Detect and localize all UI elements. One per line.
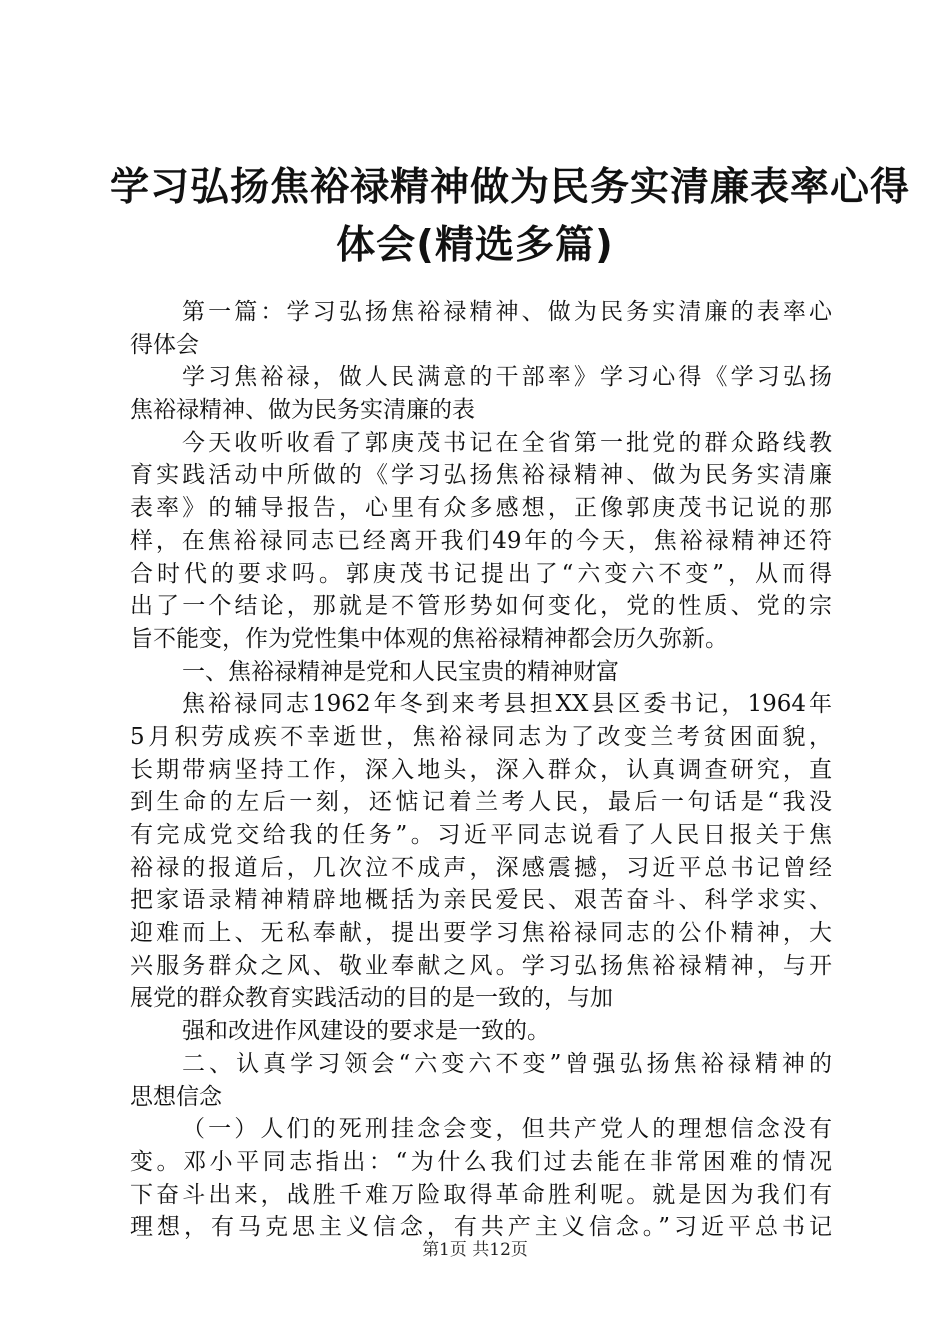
body-line: 第一篇：学习弘扬焦裕禄精神、做为民务实清廉的表率心	[182, 299, 832, 325]
body-line: 把家语录精神精辟地概括为亲民爱民、艰苦奋斗、科学求实、	[130, 887, 832, 914]
body-line: 出了一个结论，那就是不管形势如何变化，党的性质、党的宗	[130, 593, 832, 620]
body-line: 兴服务群众之风、敬业奉献之风。学习弘扬焦裕禄精神，与开	[130, 952, 832, 979]
body-line: 一、焦裕禄精神是党和人民宝贵的精神财富	[182, 658, 619, 685]
body-line: 合时代的要求吗。郭庚茂书记提出了“六变六不变”，从而得	[130, 560, 832, 587]
document-body	[130, 296, 832, 1244]
body-line: 焦裕禄同志1962年冬到来考县担XX县区委书记，1964年	[182, 691, 832, 718]
body-line: 下奋斗出来，战胜千难万险取得革命胜利呢。就是因为我们有	[130, 1181, 832, 1208]
page-footer: 第1页 共12页	[422, 1240, 528, 1260]
body-line: 5月积劳成疾不幸逝世，焦裕禄同志为了改变兰考贫困面貌，	[130, 723, 832, 750]
body-line: 有完成党交给我的任务”。习近平同志说看了人民日报关于焦	[130, 822, 832, 848]
body-line: 学习焦裕禄，做人民满意的干部率》学习心得《学习弘扬	[182, 364, 832, 391]
body-line: 思想信念	[130, 1083, 222, 1110]
body-line: 理想，有马克思主义信念，有共产主义信念。”习近平总书记	[130, 1214, 832, 1241]
body-line: 表率》的辅导报告，心里有众多感想，正像郭庚茂书记说的那	[130, 495, 832, 522]
body-line: 到生命的左后一刻，还惦记着兰考人民，最后一句话是“我没	[130, 789, 832, 816]
body-line: 焦裕禄精神、做为民务实清廉的表	[130, 397, 475, 424]
body-line: 变。邓小平同志指出：“为什么我们过去能在非常困难的情况	[130, 1148, 832, 1175]
body-line: 样，在焦裕禄同志已经离开我们49年的今天，焦裕禄精神还符	[130, 527, 832, 554]
body-line: 展党的群众教育实践活动的目的是一致的，与加	[130, 985, 613, 1012]
body-line: 裕禄的报道后，几次泣不成声，深感震撼，习近平总书记曾经	[130, 854, 832, 881]
body-line: 强和改进作风建设的要求是一致的。	[182, 1018, 550, 1045]
document-title-line-1: 学习弘扬焦裕禄精神做为民务实清廉表率心得	[110, 165, 911, 210]
body-line: 二、认真学习领会“六变六不变”曾强弘扬焦裕禄精神的	[182, 1050, 832, 1077]
body-line: 旨不能变，作为党性集中体观的焦裕禄精神都会历久弥新。	[130, 625, 728, 652]
body-line: 长期带病坚持工作，深入地头，深入群众，认真调查研究，直	[130, 756, 832, 783]
body-line: 迎难而上、无私奉献，提出要学习焦裕禄同志的公仆精神，大	[130, 920, 832, 947]
body-line: 育实践活动中所做的《学习弘扬焦裕禄精神、做为民务实清廉	[130, 462, 832, 489]
document-title-line-2: 体会(精选多篇)	[336, 223, 614, 268]
body-line: 今天收听收看了郭庚茂书记在全省第一批党的群众路线教	[182, 429, 832, 456]
body-line: （一）人们的死刑挂念会变，但共产党人的理想信念没有	[182, 1116, 832, 1143]
body-line: 得体会	[130, 331, 199, 358]
